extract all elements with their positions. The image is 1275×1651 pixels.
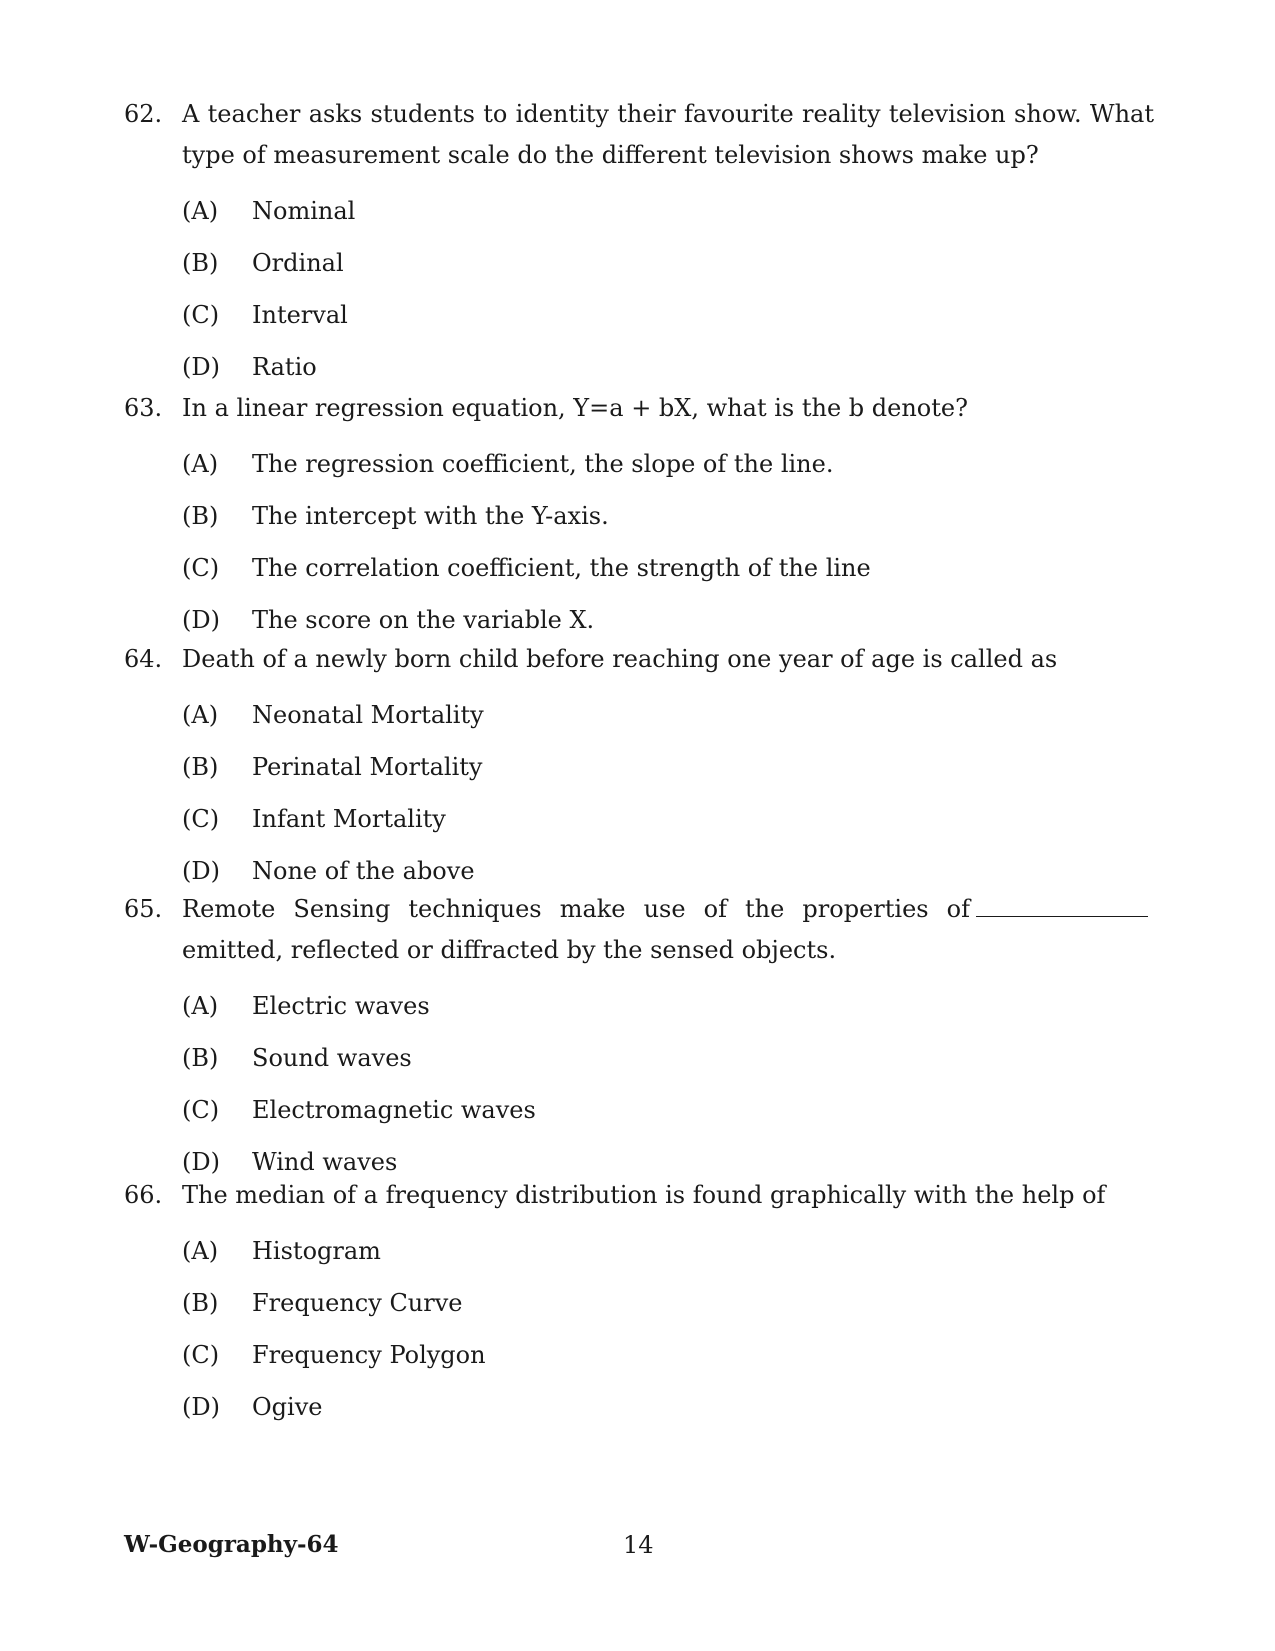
option-d <box>182 341 1154 393</box>
option-b <box>182 1277 1154 1329</box>
option-letter: (C) <box>182 805 220 833</box>
option-text: Ratio <box>252 353 317 381</box>
option-b <box>182 741 1154 793</box>
option-letter: (A) <box>182 701 219 729</box>
option-letter: (C) <box>182 554 220 582</box>
option-letter: (A) <box>182 450 219 478</box>
option-letter: (A) <box>182 197 219 225</box>
option-text: Ordinal <box>252 249 344 277</box>
option-c <box>182 289 1154 341</box>
option-c <box>182 793 1154 845</box>
option-text: Interval <box>252 301 348 329</box>
question-text: A teacher asks students to identity their favourite reality television show. What type of measurement scale do the different television shows make up? <box>182 100 1154 169</box>
option-text: Perinatal Mortality <box>252 753 483 781</box>
question-number: 62. <box>124 100 163 128</box>
option-text: Histogram <box>252 1237 381 1265</box>
paper-code: W-Geography-64 <box>124 1531 339 1558</box>
question-text: In a linear regression equation, Y=a + bX, what is the b denote? <box>182 394 968 422</box>
question-number: 65. <box>124 895 163 923</box>
question-text-after-blank: emitted, reflected or diffracted by the sensed objects. <box>182 936 837 964</box>
option-letter: (A) <box>182 1237 219 1265</box>
option-text: Ogive <box>252 1393 323 1421</box>
option-text: The correlation coefficient, the strength of the line <box>252 554 871 582</box>
options-list <box>182 980 1154 1188</box>
option-text: Electric waves <box>252 992 430 1020</box>
option-b <box>182 237 1154 289</box>
option-text: Sound waves <box>252 1044 412 1072</box>
option-letter: (D) <box>182 1148 220 1176</box>
option-letter: (B) <box>182 249 219 277</box>
option-b <box>182 1032 1154 1084</box>
question-62 <box>124 94 1154 393</box>
option-letter: (D) <box>182 353 220 381</box>
question-text: Death of a newly born child before reaching one year of age is called as <box>182 645 1058 673</box>
options-list <box>182 185 1154 393</box>
option-d <box>182 1381 1154 1433</box>
option-letter: (B) <box>182 1044 219 1072</box>
option-text: Frequency Polygon <box>252 1341 486 1369</box>
question-63 <box>124 388 1154 646</box>
option-text: Frequency Curve <box>252 1289 463 1317</box>
option-a <box>182 185 1154 237</box>
option-text: The regression coefficient, the slope of the line. <box>252 450 834 478</box>
question-number: 66. <box>124 1181 163 1209</box>
option-letter: (D) <box>182 857 220 885</box>
question-text-before-blank: Remote Sensing techniques make use of the properties of <box>182 895 970 923</box>
options-list <box>182 689 1154 897</box>
option-letter: (D) <box>182 1393 220 1421</box>
question-number: 64. <box>124 645 163 673</box>
option-text: Neonatal Mortality <box>252 701 484 729</box>
page-number: 14 <box>623 1531 654 1559</box>
option-c <box>182 1329 1154 1381</box>
question-text: The median of a frequency distribution is found graphically with the help of <box>182 1181 1106 1209</box>
option-text: Wind waves <box>252 1148 398 1176</box>
option-letter: (B) <box>182 753 219 781</box>
option-a <box>182 1225 1154 1277</box>
option-text: None of the above <box>252 857 475 885</box>
question-66 <box>124 1175 1154 1433</box>
option-letter: (C) <box>182 301 220 329</box>
option-c <box>182 542 1154 594</box>
option-letter: (D) <box>182 606 220 634</box>
option-a <box>182 689 1154 741</box>
question-65 <box>124 889 1154 1188</box>
option-text: Nominal <box>252 197 356 225</box>
option-text: The intercept with the Y-axis. <box>252 502 609 530</box>
option-letter: (C) <box>182 1096 220 1124</box>
question-64 <box>124 639 1154 897</box>
option-text: Infant Mortality <box>252 805 446 833</box>
question-number: 63. <box>124 394 163 422</box>
option-letter: (B) <box>182 1289 219 1317</box>
options-list <box>182 1225 1154 1433</box>
option-letter: (C) <box>182 1341 220 1369</box>
option-a <box>182 980 1154 1032</box>
option-text: Electromagnetic waves <box>252 1096 536 1124</box>
option-a <box>182 438 1154 490</box>
option-letter: (A) <box>182 992 219 1020</box>
option-letter: (B) <box>182 502 219 530</box>
option-c <box>182 1084 1154 1136</box>
fill-in-blank-line <box>976 894 1148 917</box>
question-text <box>182 889 1154 971</box>
option-text: The score on the variable X. <box>252 606 595 634</box>
option-b <box>182 490 1154 542</box>
options-list <box>182 438 1154 646</box>
